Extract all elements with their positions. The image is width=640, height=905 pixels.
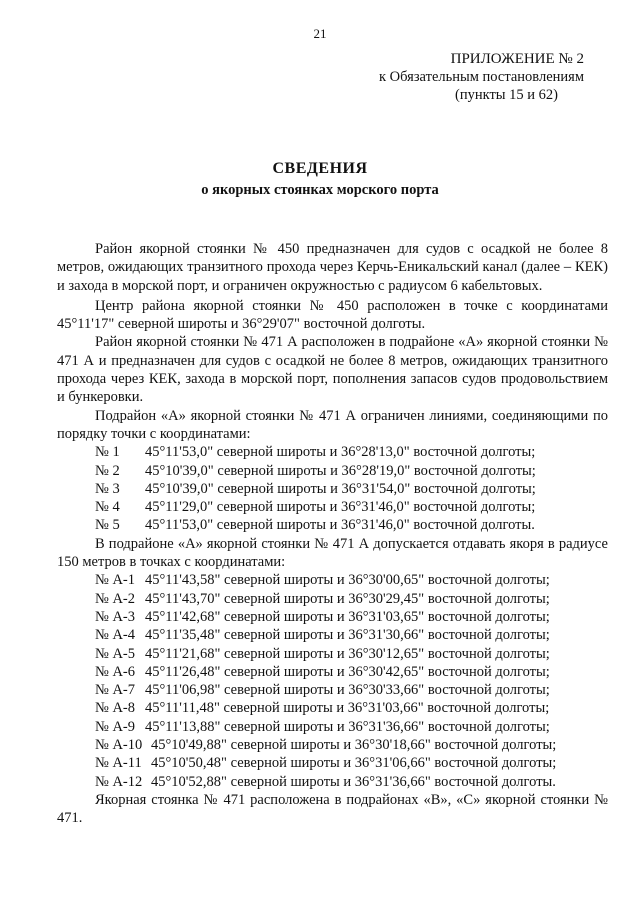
heading-sub: о якорных стоянках морского порта: [201, 182, 439, 198]
point-number: № А-1: [95, 572, 136, 589]
point-coordinates: 45°11'21,68" северной широты и 36°30'12,65" восточной долготы;: [145, 645, 550, 662]
point-number: № А-5: [95, 645, 136, 662]
point-coordinates: 45°10'39,0" северной широты и 36°31'54,0" восточной долготы;: [145, 480, 536, 497]
point-coordinates: 45°10'52,88" северной широты и 36°31'36,66" восточной долготы.: [151, 773, 556, 790]
boundary-points-list: [57, 443, 608, 534]
list-item: [57, 516, 608, 534]
page-number: 21: [313, 26, 327, 41]
point-coordinates: 45°11'11,48" северной широты и 36°31'03,66" восточной долготы;: [145, 700, 550, 717]
point-coordinates: 45°10'39,0" северной широты и 36°28'19,0" восточной долготы;: [145, 462, 536, 479]
paragraph-5: В подрайоне «А» якорной стоянки № 471 А допускается отдавать якоря в радиусе 150 метров в точках с координатами:: [57, 535, 608, 571]
point-number: № А-9: [95, 718, 136, 735]
point-number: № 3: [95, 480, 120, 497]
list-item: [57, 498, 608, 516]
point-number: № А-2: [95, 590, 136, 607]
point-number: № А-8: [95, 700, 136, 717]
list-item: [57, 663, 608, 681]
point-coordinates: 45°11'43,58" северной широты и 36°30'00,65" восточной долготы;: [145, 572, 550, 589]
appendix-block: [379, 50, 584, 104]
list-item: [57, 608, 608, 626]
point-number: № 5: [95, 517, 120, 534]
point-coordinates: 45°11'13,88" северной широты и 36°31'36,66" восточной долготы;: [145, 718, 550, 735]
point-number: № А-3: [95, 608, 136, 625]
paragraph-3: Район якорной стоянки № 471 А расположен в подрайоне «А» якорной стоянки № 471 А и предназначен для судов с осадкой не более 8 метров, ожидающих транзитного прохода через КЕК, захода в морской порт, пополнения запасов судов продовольствием и бункеровки.: [57, 334, 608, 406]
list-item: [57, 773, 608, 791]
anchor-points-list: [57, 571, 608, 791]
point-coordinates: 45°11'53,0" северной широты и 36°28'13,0" восточной долготы;: [145, 444, 536, 461]
point-coordinates: 45°11'43,70" северной широты и 36°30'29,45" восточной долготы;: [145, 590, 550, 607]
point-number: № А-12: [95, 773, 143, 790]
point-number: № А-6: [95, 663, 136, 680]
point-number: № А-10: [95, 737, 143, 754]
point-coordinates: 45°11'53,0" северной широты и 36°31'46,0" восточной долготы.: [145, 517, 535, 534]
list-item: [57, 626, 608, 644]
document-heading: [0, 160, 640, 199]
point-number: № 2: [95, 462, 120, 479]
heading-main: СВЕДЕНИЯ: [272, 160, 368, 177]
list-item: [57, 571, 608, 589]
list-item: [57, 443, 608, 461]
appendix-line-1: к Обязательным постановлениям: [379, 69, 584, 85]
point-coordinates: 45°11'26,48" северной широты и 36°30'42,65" восточной долготы;: [145, 663, 550, 680]
list-item: [57, 462, 608, 480]
list-item: [57, 645, 608, 663]
appendix-line-2: (пункты 15 и 62): [455, 87, 558, 103]
point-number: № А-11: [95, 755, 142, 772]
point-coordinates: 45°11'06,98" северной широты и 36°30'33,66" восточной долготы;: [145, 682, 550, 699]
list-item: [57, 590, 608, 608]
point-number: № А-4: [95, 627, 136, 644]
paragraph-2: Центр района якорной стоянки № 450 расположен в точке с координатами 45°11'17" северной широты и 36°29'07" восточной долготы.: [57, 297, 608, 333]
paragraph-1: Район якорной стоянки № 450 предназначен для судов с осадкой не более 8 метров, ожидающих транзитного прохода через Керчь-Еникальский канал (далее – КЕК) и захода в морской порт, и ограничен окружностью с радиусом 6 кабельтовых.: [57, 241, 608, 294]
list-item: [57, 480, 608, 498]
point-coordinates: 45°11'29,0" северной широты и 36°31'46,0" восточной долготы;: [145, 499, 536, 516]
list-item: [57, 681, 608, 699]
list-item: [57, 736, 608, 754]
paragraph-4: Подрайон «А» якорной стоянки № 471 А ограничен линиями, соединяющими по порядку точки с координатами:: [57, 407, 608, 442]
list-item: [57, 754, 608, 772]
point-coordinates: 45°10'49,88" северной широты и 36°30'18,66" восточной долготы;: [151, 737, 557, 754]
paragraph-6: Якорная стоянка № 471 расположена в подрайонах «В», «С» якорной стоянки № 471.: [57, 791, 608, 827]
document-body: [57, 240, 608, 828]
point-coordinates: 45°11'35,48" северной широты и 36°31'30,66" восточной долготы;: [145, 627, 550, 644]
list-item: [57, 718, 608, 736]
point-number: № 1: [95, 444, 120, 461]
appendix-title: ПРИЛОЖЕНИЕ № 2: [450, 51, 584, 67]
point-number: № А-7: [95, 682, 136, 699]
point-coordinates: 45°11'42,68" северной широты и 36°31'03,65" восточной долготы;: [145, 608, 550, 625]
point-coordinates: 45°10'50,48" северной широты и 36°31'06,66" восточной долготы;: [151, 755, 557, 772]
point-number: № 4: [95, 499, 120, 516]
list-item: [57, 699, 608, 717]
